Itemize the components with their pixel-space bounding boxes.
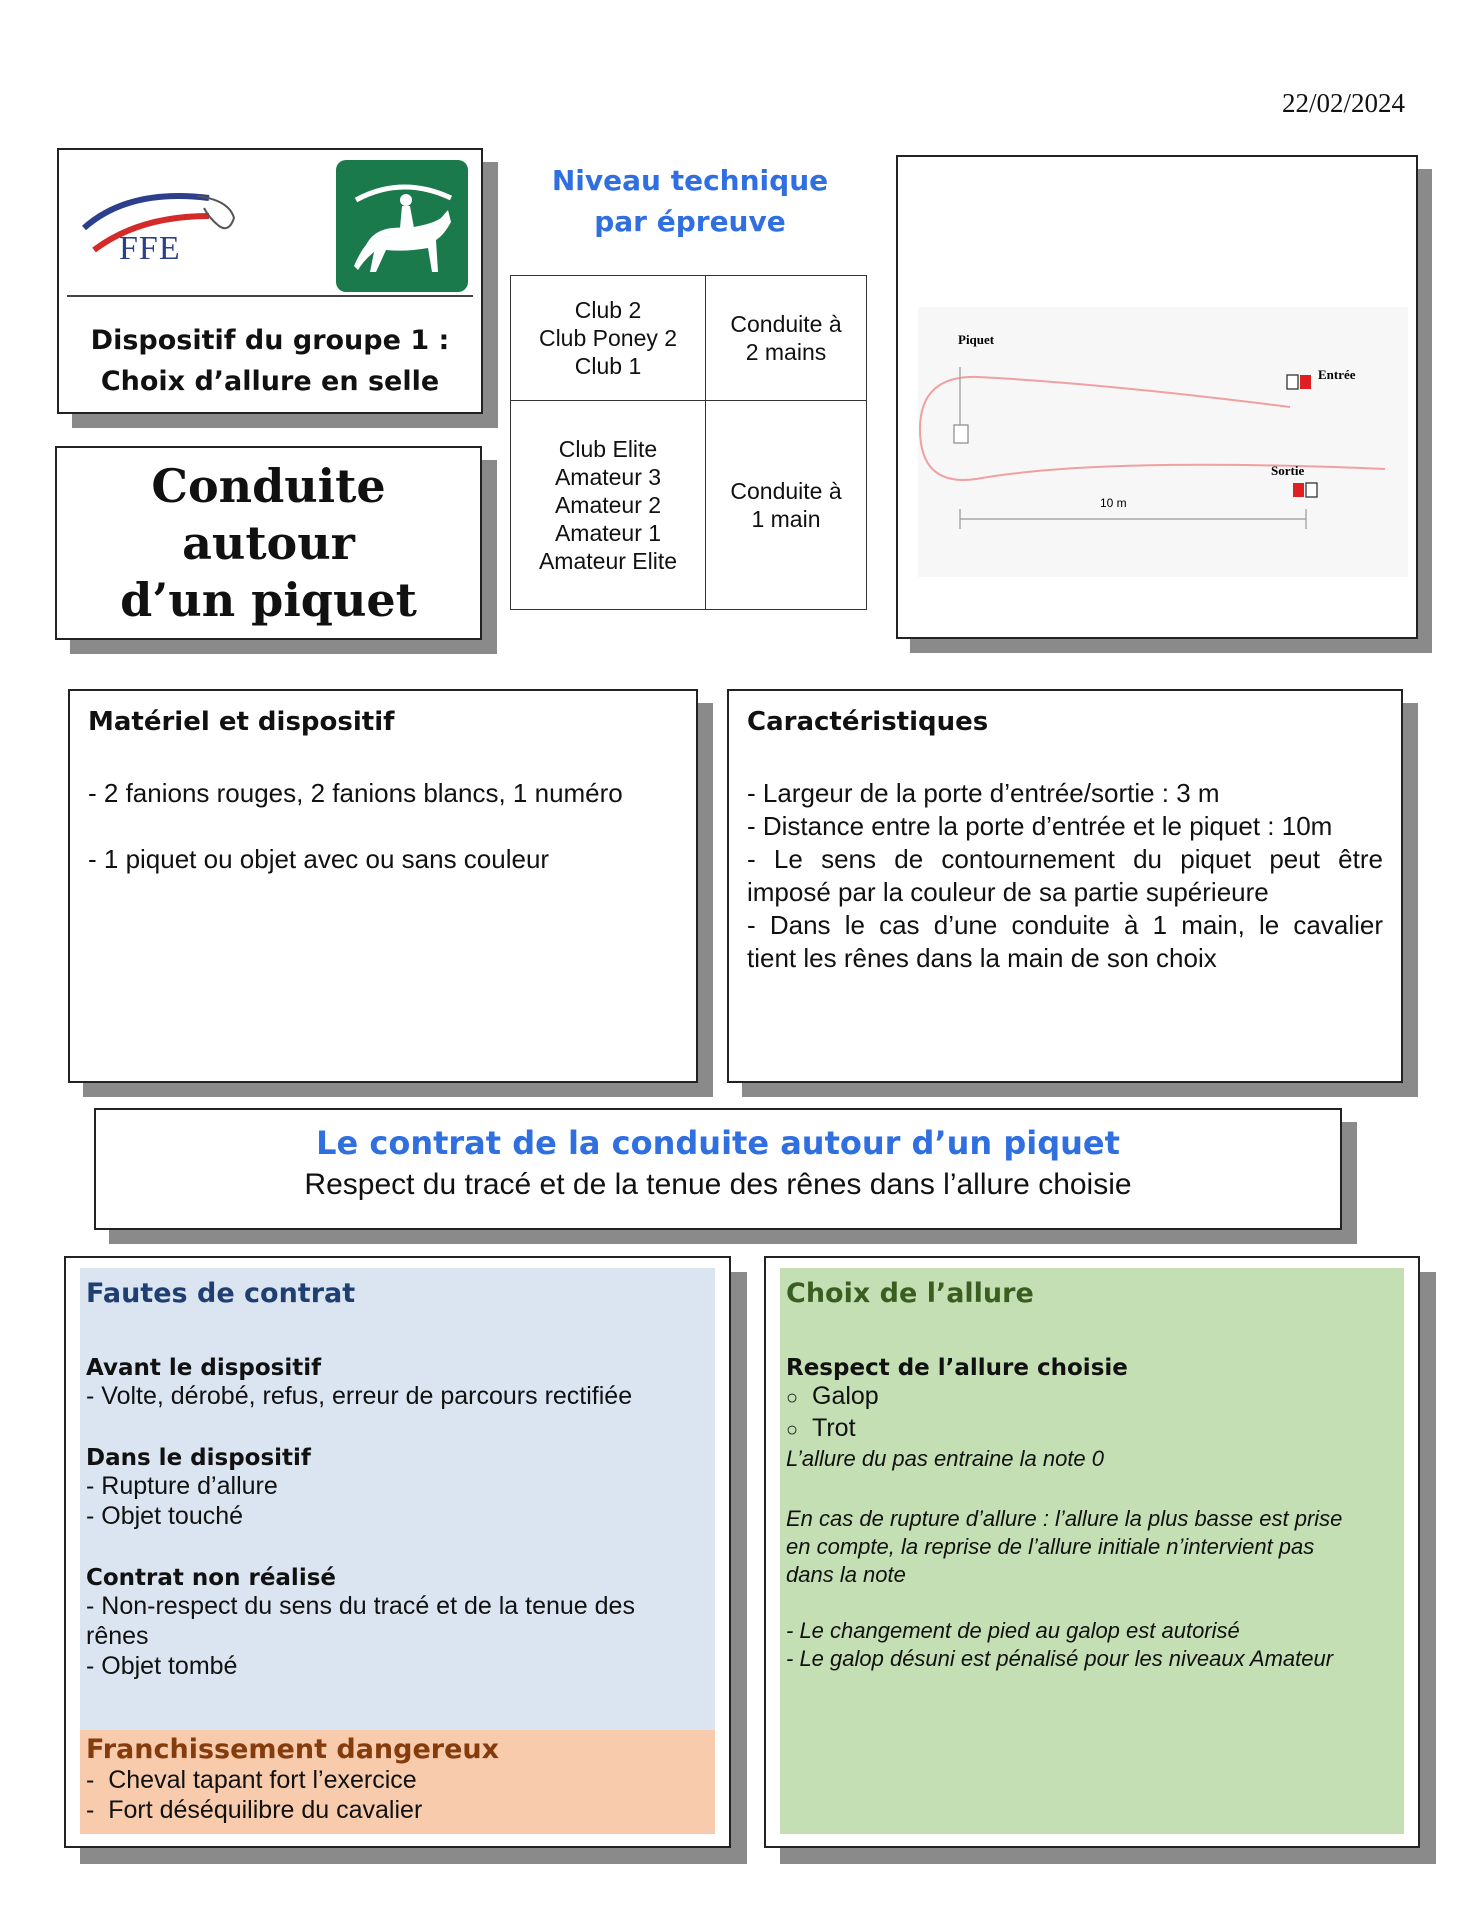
exercise-title-box — [55, 446, 482, 640]
entry-red-flag — [1300, 375, 1311, 389]
stake-marker — [954, 425, 968, 443]
list-item: - Cheval tapant fort l’exercice — [86, 1766, 417, 1794]
circle-bullet-icon: ○ — [786, 1419, 799, 1441]
contract-box — [94, 1108, 1342, 1230]
choice-note-block: - Le changement de pied au galop est autorisé - Le galop désuni est pénalisé pour les niveaux Amateur — [786, 1618, 1334, 1671]
list-item: - Distance entre la porte d’entrée et le piquet : 10m — [747, 811, 1333, 841]
fault-group: Dans le dispositif - Rupture d’allure - Objet touché — [86, 1445, 311, 1530]
level-title: Niveau technique par épreuve — [551, 164, 829, 238]
caracteristiques-box — [727, 689, 1403, 1083]
fault-group: Contrat non réalisé - Non-respect du sens du tracé et de la tenue des rênes - Objet tombé — [86, 1565, 635, 1680]
course-diagram — [896, 155, 1418, 639]
faults-panel — [80, 1268, 715, 1730]
list-item: - Largeur de la porte d’entrée/sortie : 3 m — [747, 778, 1220, 808]
document-date: 22/02/2024 — [1281, 88, 1405, 118]
materiel-box — [68, 689, 698, 1083]
circle-bullet-icon: ○ — [786, 1387, 799, 1409]
distance-label: 10 m — [1100, 496, 1127, 510]
choice-panel — [780, 1268, 1404, 1834]
table-row — [511, 276, 867, 401]
choice-title: Choix de l’allure — [786, 1278, 1034, 1309]
list-item: tient les rênes dans la main de son choix — [747, 943, 1217, 973]
list-item: ○ Trot — [786, 1414, 856, 1442]
faults-box — [64, 1256, 731, 1848]
fault-group: Avant le dispositif - Volte, dérobé, refus, erreur de parcours rectifiée — [86, 1355, 633, 1410]
entry-white-flag — [1287, 375, 1298, 389]
caracteristiques-title: Caractéristiques — [747, 707, 989, 737]
exercise-title: Conduite autour d’un piquet — [120, 459, 417, 627]
piquet-label: Piquet — [958, 332, 995, 347]
list-item: - 1 piquet ou objet avec ou sans couleur — [88, 844, 550, 874]
levels-table — [510, 275, 867, 610]
group-title: Dispositif du groupe 1 : Choix d’allure en selle — [90, 325, 450, 397]
choice-note: L’allure du pas entraine la note 0 — [786, 1446, 1105, 1471]
contract-subtitle: Respect du tracé et de la tenue des rênes dans l’allure choisie — [304, 1168, 1132, 1201]
exit-red-flag — [1293, 483, 1304, 497]
levels-cell: Club 2 Club Poney 2 Club 1 — [511, 276, 706, 401]
horse-rider-icon — [336, 160, 468, 292]
logo-header-box — [57, 148, 483, 414]
materiel-list — [88, 777, 678, 876]
course-diagram-svg — [898, 157, 1416, 637]
danger-title: Franchissement dangereux — [86, 1734, 500, 1765]
list-item: - Le sens de contournement du piquet peut être — [747, 844, 1383, 874]
choice-box — [764, 1256, 1420, 1848]
levels-cell: Club Elite Amateur 3 Amateur 2 Amateur 1 Amateur Elite — [511, 401, 706, 610]
choice-note-block: En cas de rupture d’allure : l’allure la plus basse est prise en compte, la reprise de l’allure initiale n’intervient pas dans la note — [786, 1506, 1343, 1587]
exit-white-flag — [1306, 483, 1317, 497]
list-item: imposé par la couleur de sa partie supérieure — [747, 877, 1269, 907]
list-item: ○ Galop — [786, 1382, 879, 1410]
list-item: - Fort déséquilibre du cavalier — [86, 1796, 423, 1824]
entree-label: Entrée — [1318, 367, 1356, 382]
contract-title: Le contrat de la conduite autour d’un piquet — [316, 1124, 1120, 1162]
horse-rider-logo — [336, 160, 468, 292]
sortie-label: Sortie — [1271, 463, 1305, 478]
danger-panel — [80, 1730, 715, 1834]
table-row — [511, 401, 867, 610]
conduct-cell: Conduite à 2 mains — [706, 276, 867, 401]
faults-title: Fautes de contrat — [86, 1278, 356, 1309]
materiel-title: Matériel et dispositif — [88, 707, 395, 737]
caracteristiques-list — [747, 777, 1383, 975]
conduct-cell: Conduite à 1 main — [706, 401, 867, 610]
ffe-logo-text: FFE — [119, 230, 181, 267]
list-item: - Dans le cas d’une conduite à 1 main, le cavalier — [747, 910, 1383, 940]
list-item: - 2 fanions rouges, 2 fanions blancs, 1 numéro — [88, 778, 623, 808]
choice-subtitle: Respect de l’allure choisie — [786, 1355, 1128, 1381]
